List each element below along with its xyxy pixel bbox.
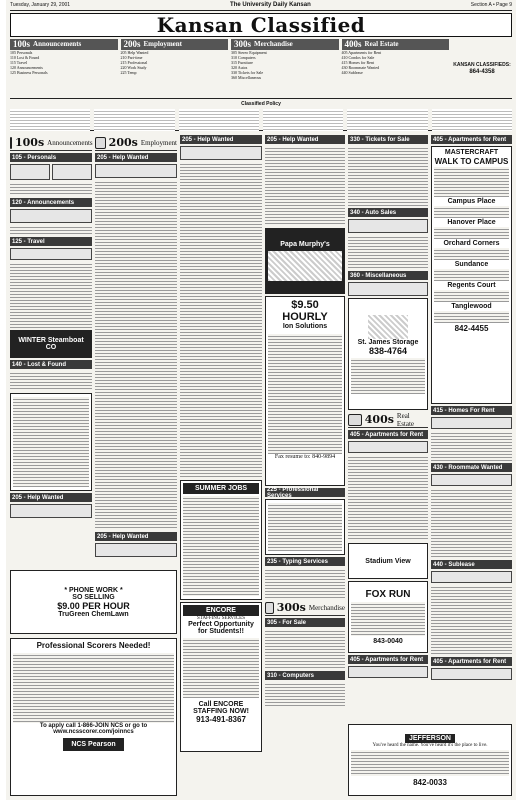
index-item: 310 Computers [231,55,256,60]
ad-text [265,629,345,669]
category-header: 225 - Professional Services [265,488,345,497]
ncs-logo: NCS Pearson [63,738,123,751]
category-header: 405 - Apartments for Rent [348,655,428,664]
section-page: Section A • Page 9 [470,2,512,8]
running-header [10,2,512,11]
display-ad [10,393,92,491]
property-name: Campus Place [447,198,496,205]
category-header: 440 - Sublease [431,560,512,569]
ad-text [10,225,92,235]
issue-date: Tuesday, January 29, 2001 [10,2,71,8]
stadium-view-ad: Stadium View [348,543,428,579]
help-wanted-art [95,164,177,178]
car-art [348,219,428,233]
section-header: 300s Merchandise [265,600,345,616]
phone-number: 864-4358 [469,68,495,75]
index-item: 105 Personals [10,50,33,55]
help-wanted-art [95,543,177,557]
column-3 [180,135,262,752]
announcements-icon [10,137,12,149]
encore-ad: ENCORE STAFFING SERVICES Perfect Opportunity for Students!! Call ENCORE STAFFING NOW! 913-491-8367 [180,602,262,752]
index-label: Announcements [33,40,82,48]
index-item: 225 Temp [120,70,137,75]
ski-ad: WINTER Steamboat CO [10,330,92,358]
roommate-art [431,474,512,486]
category-header: 340 - Auto Sales [348,208,428,217]
summer-jobs-ad: SUMMER JOBS [180,480,262,600]
employment-icon [95,137,106,149]
index-group [10,39,118,98]
index-group [231,39,339,98]
mastercraft-ad: MASTERCRAFT WALK TO CAMPUS Campus Place Hanover Place Orchard Corners Sundance Regents Court Tanglewood 842-4455 [431,146,512,404]
papa-murphys-ad: Papa Murphy's [265,228,345,294]
section-header: 200s Employment [95,135,177,151]
property-name: Regents Court [447,282,496,289]
category-header: 205 - Help Wanted [95,532,177,541]
index-item: 440 Sublease [341,70,363,75]
ad-text [10,182,92,196]
policy-text [94,109,174,131]
category-header: 405 - Apartments for Rent [431,135,512,144]
classified-index [10,39,512,99]
house-art [348,666,428,678]
policy-text [263,109,343,131]
ad-text [265,568,345,598]
index-item: 305 Stereo Equipment [231,50,267,55]
category-header: 310 - Computers [265,671,345,680]
category-header: 415 - Homes For Rent [431,406,512,415]
category-header: 235 - Typing Services [265,557,345,566]
storage-logo [368,315,408,339]
category-header: 205 - Help Wanted [10,493,92,502]
classified-policy [10,101,512,131]
category-header: 140 - Lost & Found [10,360,92,369]
section-header: 400s Real Estate [348,412,428,428]
jefferson-ad: JEFFERSON You've heard the name. You've heard it's the place to live. 842-0033 [348,724,512,796]
ad-text [265,682,345,706]
column-2 [95,135,177,557]
index-item: 115 Travel [10,60,28,65]
house-art [431,668,512,680]
ad-text [348,455,428,541]
category-header: 330 - Tickets for Sale [348,135,428,144]
storage-ad: St. James Storage 838-4764 [348,298,428,410]
policy-text [347,109,427,131]
paper-name: The University Daily Kansan [230,2,311,8]
category-header: 430 - Roommate Wanted [431,463,512,472]
merchandise-icon [265,602,274,614]
index-item: 415 Homes for Rent [341,60,375,65]
index-num: 300s [234,39,252,49]
category-header: 405 - Apartments for Rent [431,657,512,666]
index-num: 200s [123,39,141,49]
policy-title: Classified Policy [241,101,281,107]
index-item: 405 Apartments for Rent [341,50,382,55]
real-estate-icon [348,414,362,426]
help-wanted-art [10,504,92,518]
category-header: 105 - Personals [10,153,92,162]
travel-art [10,248,92,260]
property-name: Tanglewood [451,303,492,310]
masthead [10,13,512,37]
index-num: 400s [344,39,362,49]
index-label: Merchandise [254,40,293,48]
index-item: 360 Miscellaneous [231,75,262,80]
category-header: 405 - Apartments for Rent [348,430,428,439]
category-header: 120 - Announcements [10,198,92,207]
ncs-ad: Professional Scorers Needed! To apply call 1-866-JOIN NCS or go to www.ncsscorer.com/joinncs NCS Pearson [10,638,177,796]
ad-text [10,371,92,391]
ad-text [431,585,512,655]
index-item: 215 Professional [120,60,148,65]
index-item: 220 Work Study [120,65,147,70]
property-name: Orchard Corners [443,240,500,247]
category-header: 360 - Miscellaneous [348,271,428,280]
index-num: 100s [13,39,31,49]
sublease-art [431,571,512,583]
misc-art [348,282,428,296]
index-group [121,39,229,98]
index-label: Real Estate [364,40,399,48]
index-item: 410 Condos for Sale [341,55,375,60]
index-item: 320 Autos [231,65,248,70]
category-header: 205 - Help Wanted [95,153,177,162]
classified-phone-box [452,39,512,98]
index-item: 315 Furniture [231,60,253,65]
phone-label: KANSAN CLASSIFIEDS: [453,61,511,68]
hearts-art [52,164,92,180]
display-ad [265,499,345,555]
house-art [431,417,512,429]
index-item: 430 Roommate Wanted [341,65,380,70]
ad-text [348,235,428,269]
ad-text [95,180,177,530]
property-name: Hanover Place [447,219,496,226]
index-item: 110 Lost & Found [10,55,40,60]
index-item: 330 Tickets for Sale [231,70,264,75]
masthead-title: Kansan Classified [156,13,366,37]
help-wanted-art [180,146,262,160]
policy-text [432,109,512,131]
policy-text [10,109,90,131]
section-header: 100s Announcements [10,135,92,151]
index-item: 125 Business Personals [10,70,48,75]
index-label: Employment [143,40,183,48]
index-item: 210 Part-time [120,55,143,60]
ad-text [180,162,262,478]
property-name: Sundance [454,261,489,268]
category-header: 125 - Travel [10,237,92,246]
category-header: 205 - Help Wanted [265,135,345,144]
fox-run-ad: FOX RUN 843-0040 [348,581,428,653]
ad-text [431,488,512,558]
ad-text [431,431,512,461]
house-art [348,441,428,453]
ad-text [10,262,92,328]
category-header: 205 - Help Wanted [180,135,262,144]
announcement-art [10,209,92,223]
ion-solutions-ad: $9.50 HOURLY Ion Solutions Fax resume to: 840-9894 [265,296,345,486]
hearts-art [10,164,50,180]
index-group [342,39,450,98]
ad-text [265,146,345,226]
column-5 [348,135,428,678]
column-4 [265,135,345,706]
newspaper-page [6,0,516,800]
column-6 [431,135,512,680]
category-header: 305 - For Sale [265,618,345,627]
index-item: 205 Help Wanted [120,50,149,55]
column-1 [10,135,92,518]
policy-text [179,109,259,131]
phone-work-ad: * PHONE WORK * SO SELLING $9.00 PER HOUR TruGreen ChemLawn [10,570,177,634]
index-item: 120 Announcements [10,65,43,70]
ad-text [348,146,428,206]
